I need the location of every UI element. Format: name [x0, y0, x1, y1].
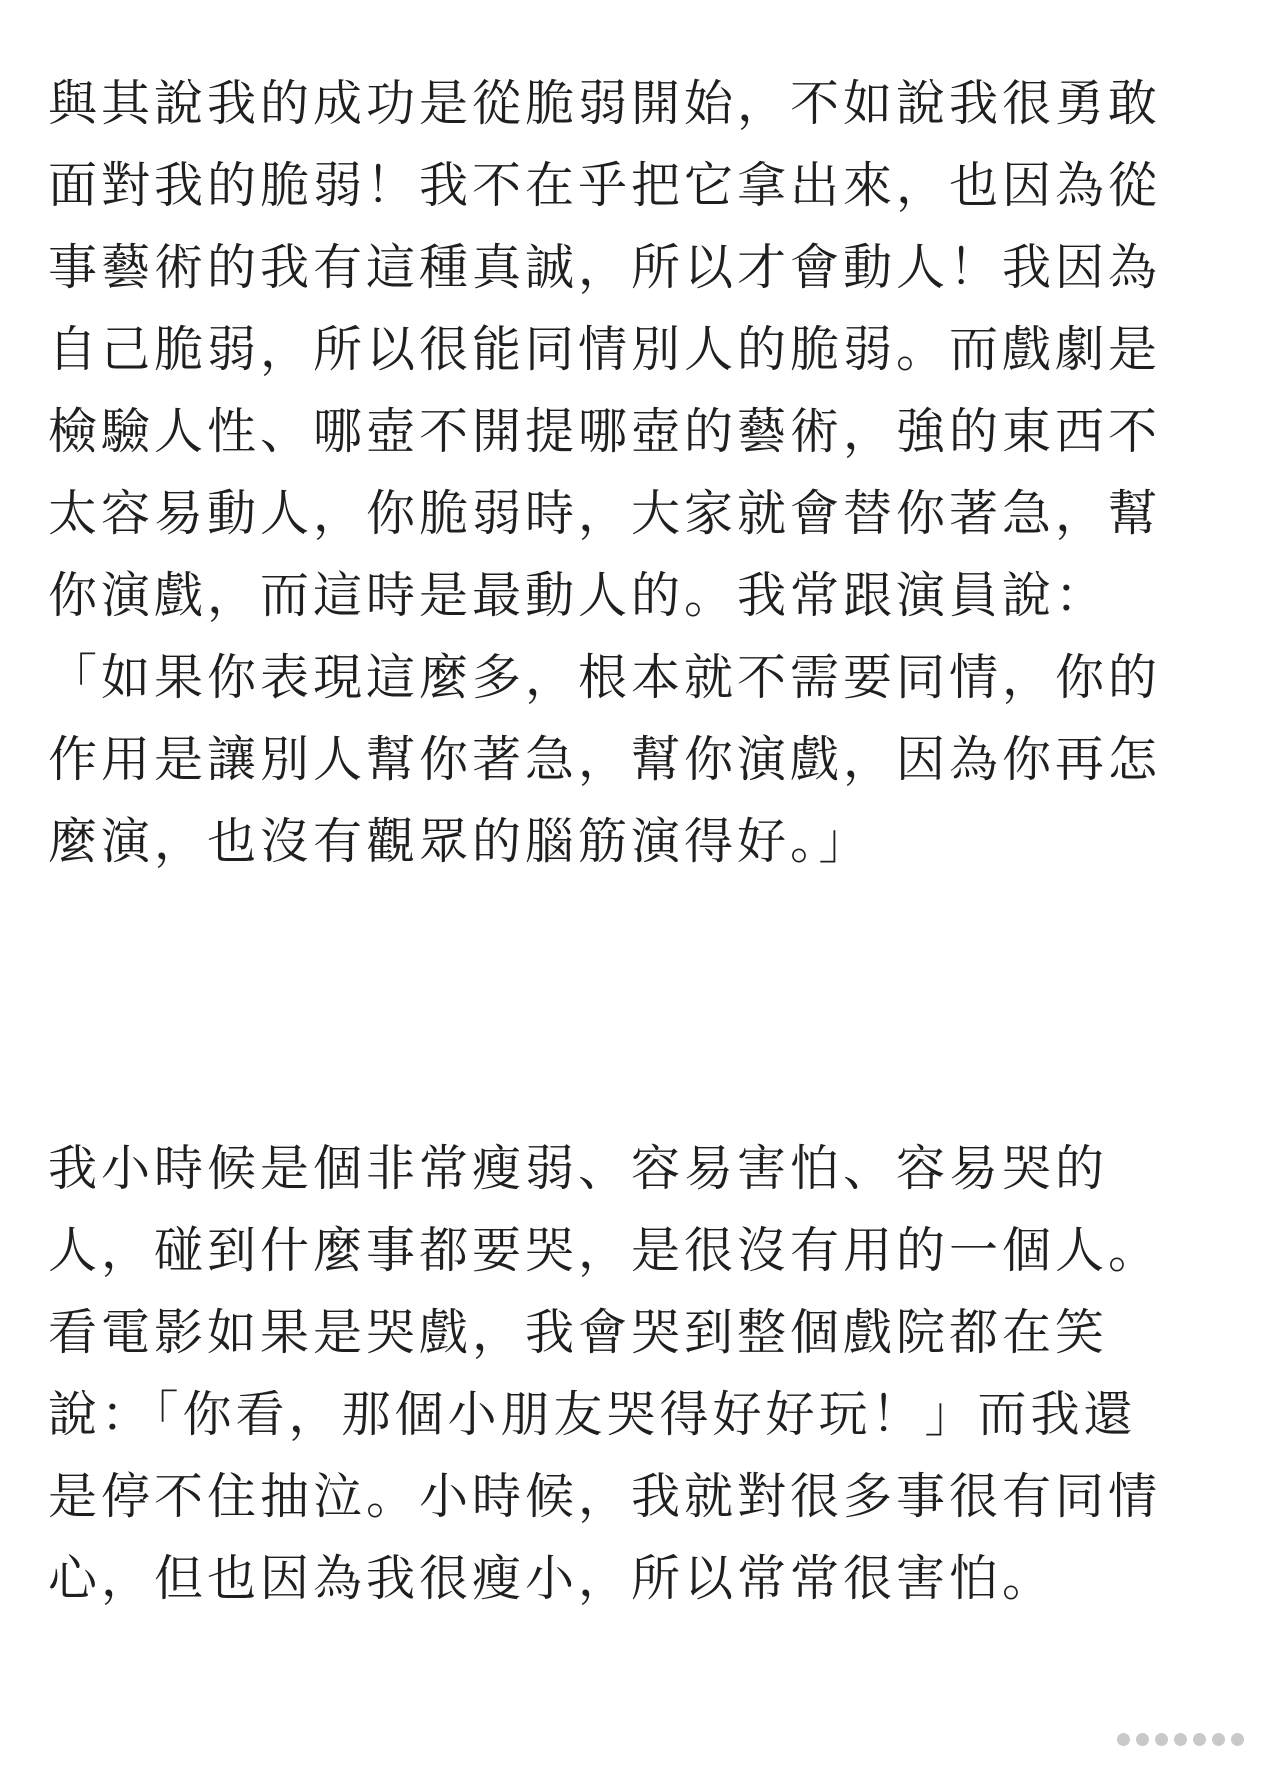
- dot-icon: [1155, 1733, 1168, 1746]
- paragraph-2: [48, 1128, 1248, 1620]
- text-line: 麼演，也沒有觀眾的腦筋演得好。」: [48, 813, 872, 870]
- article-body: [48, 63, 1248, 1620]
- dot-icon: [1136, 1733, 1149, 1746]
- dot-icon: [1212, 1733, 1225, 1746]
- dot-icon: [1174, 1733, 1187, 1746]
- text-line: 人，碰到什麼事都要哭，是很沒有用的一個人。: [48, 1222, 1162, 1279]
- text-line: 作用是讓別人幫你著急，幫你演戲，因為你再怎: [48, 731, 1162, 788]
- text-line: 檢驗人性、哪壺不開提哪壺的藝術，強的東西不: [48, 403, 1162, 460]
- dot-icon: [1231, 1733, 1244, 1746]
- paragraph-1: [48, 63, 1248, 883]
- text-line: 看電影如果是哭戲，我會哭到整個戲院都在笑: [48, 1304, 1109, 1361]
- text-line: 太容易動人，你脆弱時，大家就會替你著急，幫: [48, 485, 1162, 542]
- text-line: 是停不住抽泣。小時候，我就對很多事很有同情: [48, 1468, 1162, 1525]
- text-line: 與其說我的成功是從脆弱開始，不如說我很勇敢: [48, 75, 1162, 132]
- watermark-dots: [1117, 1733, 1244, 1746]
- dot-icon: [1193, 1733, 1206, 1746]
- text-line: 自己脆弱，所以很能同情別人的脆弱。而戲劇是: [48, 321, 1162, 378]
- text-line: 我小時候是個非常瘦弱、容易害怕、容易哭的: [48, 1140, 1109, 1197]
- text-line: 心，但也因為我很瘦小，所以常常很害怕。: [48, 1550, 1056, 1607]
- text-line: 說：「你看，那個小朋友哭得好好玩！」而我還: [48, 1386, 1137, 1443]
- dot-icon: [1117, 1733, 1130, 1746]
- text-line: 事藝術的我有這種真誠，所以才會動人！我因為: [48, 239, 1162, 296]
- paragraph-spacer: [48, 883, 1248, 1128]
- text-line: 你演戲，而這時是最動人的。我常跟演員說：: [48, 567, 1109, 624]
- text-line: 面對我的脆弱！我不在乎把它拿出來，也因為從: [48, 157, 1162, 214]
- text-line: 「如果你表現這麼多，根本就不需要同情，你的: [48, 649, 1162, 706]
